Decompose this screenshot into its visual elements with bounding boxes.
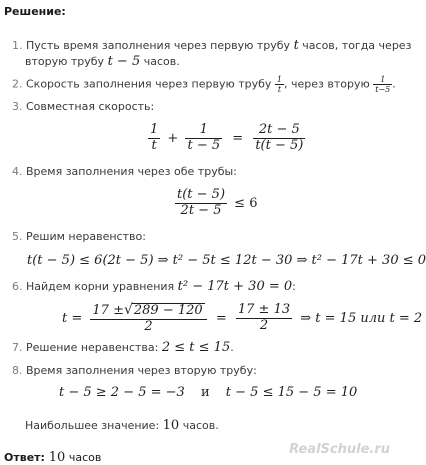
fraction-1-over-t-minus-5: $\frac{1}{t-5}$ <box>375 75 391 95</box>
step-1-line-1: 1. Пусть время заполнения через первую трубу t часов, тогда через <box>12 38 412 53</box>
answer: Ответ: 10 часов <box>4 450 102 465</box>
step-number: 1. <box>12 39 23 52</box>
max-value-line: Наибольшее значение: 10 часов. <box>25 418 219 433</box>
fraction-1-over-t: $\frac{1}{t}$ <box>276 75 282 95</box>
step-6: 6. Найдем корни уравнения t² − 17t + 30 = 0: <box>12 279 296 294</box>
second-pipe-time-bounds: t − 5 ≥ 2 − 5 = −3 и t − 5 ≤ 15 − 5 = 10 <box>59 385 358 400</box>
step-8: 8. Время заполнения через вторую трубу: <box>12 364 257 377</box>
step-5: 5. Решим неравенство: <box>12 230 146 243</box>
combined-rate-equation: $\frac{1}{t}$ + $\frac{1}{t - 5}$ = $\frac{2t - 5}{t(t - 5)}$ <box>150 122 304 153</box>
step-1-line-2: вторую трубу t − 5 часов. <box>25 54 180 69</box>
step-3: 3. Совместная скорость: <box>12 100 155 113</box>
solution-heading: Решение: <box>4 5 66 18</box>
step-4: 4. Время заполнения через обе трубы: <box>12 165 237 178</box>
step-7: 7. Решение неравенства: 2 ≤ t ≤ 15. <box>12 340 234 355</box>
watermark-logo: RealSchule.ru <box>289 442 390 457</box>
answer-label: Ответ: <box>4 451 45 464</box>
answer-value: 10 <box>48 450 66 465</box>
step-2: 2. Скорость заполнения через первую трубу $\frac{1}{t}$ , через вторую $\frac{1}{t-5}$ . <box>12 75 396 95</box>
quadratic-roots-equation: t = $\frac{17 \pm√289 - 120}{2}$ = $\frac{17 \pm 13}{2}$ ⇒ t = 15 или t = 2 <box>62 302 423 334</box>
inequality-solution-chain: t(t − 5) ≤ 6(2t − 5) ⇒ t² − 5t ≤ 12t − 30 ⇒ t² − 17t + 30 ≤ 0 <box>27 253 426 268</box>
time-inequality: $\frac{t(t - 5)}{2t - 5}$ ≤ 6 <box>177 187 258 218</box>
